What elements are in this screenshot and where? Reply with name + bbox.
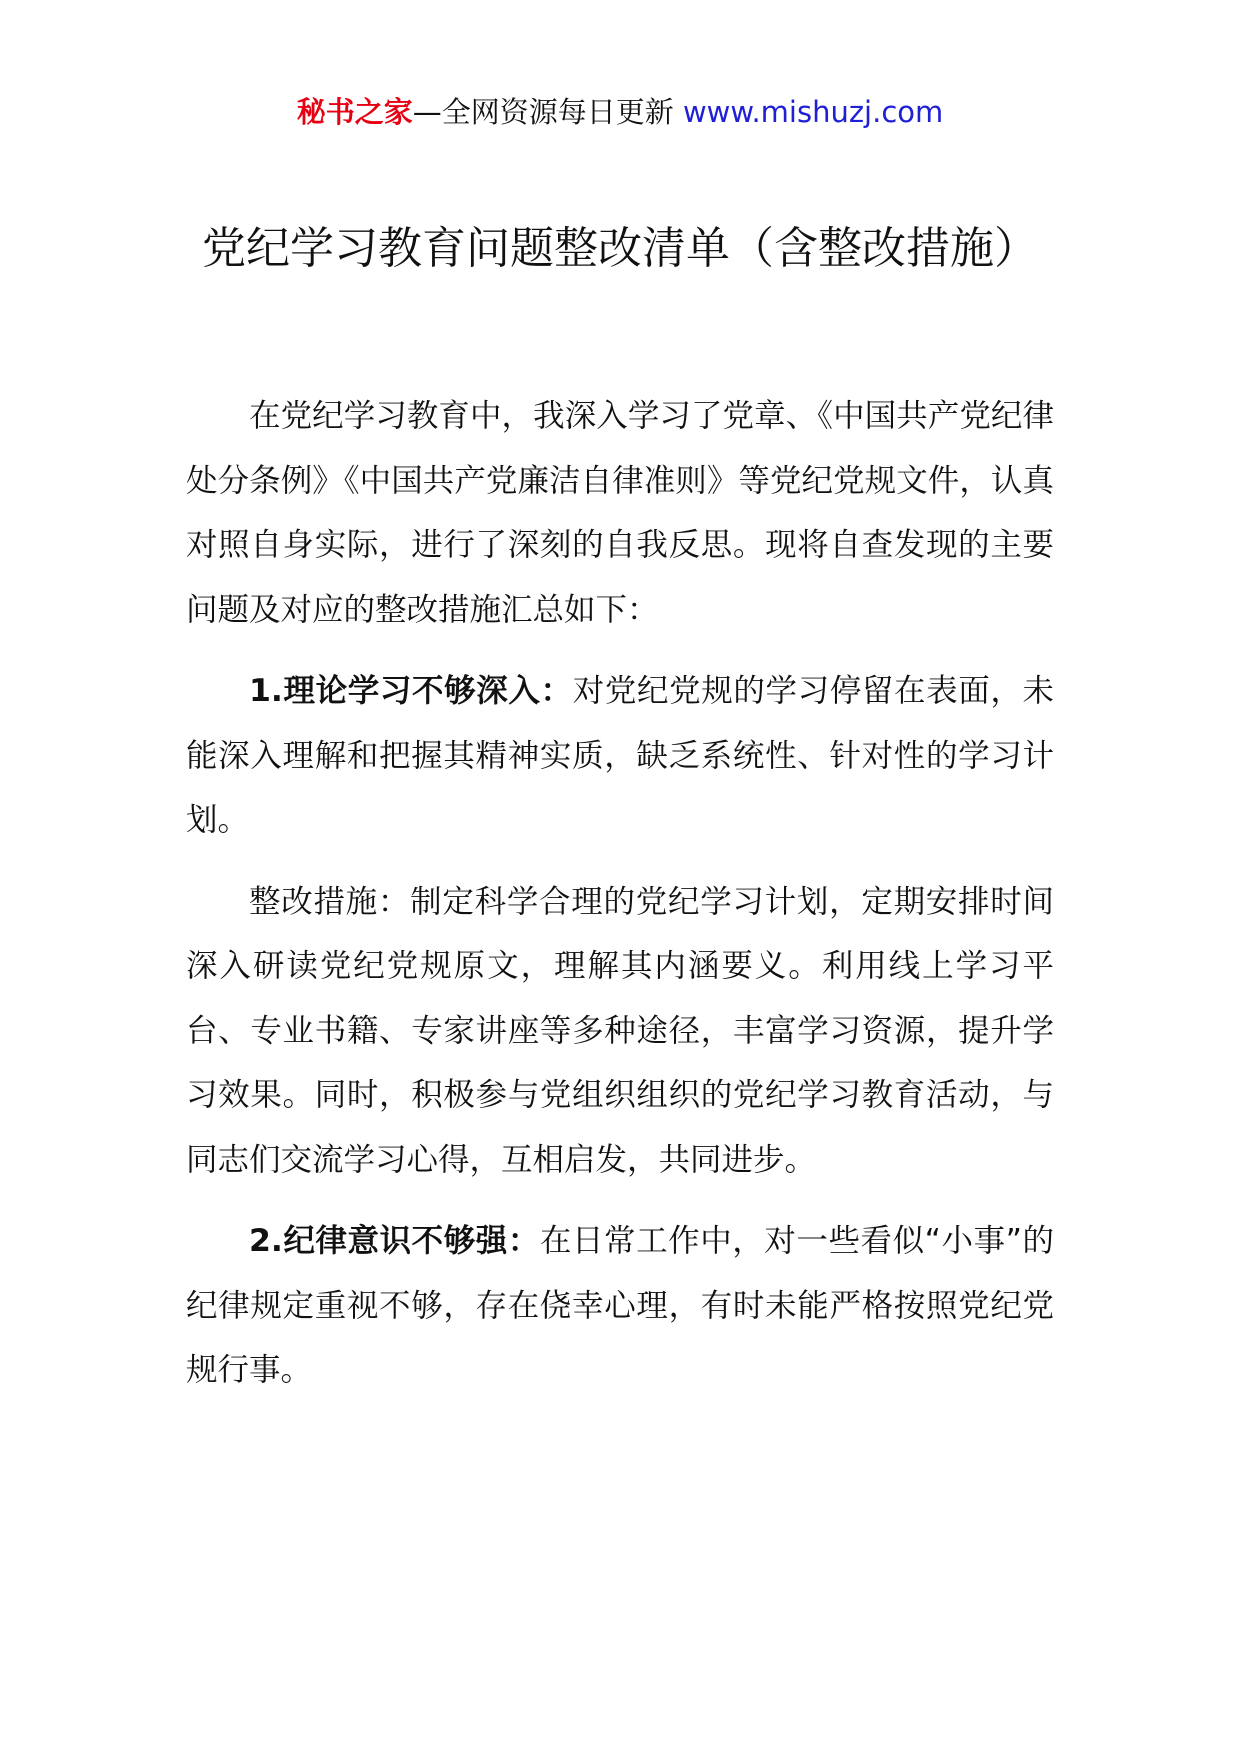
issue-1-measures: 整改措施：制定科学合理的党纪学习计划，定期安排时间深入研读党纪党规原文，理解其内涵要义。利用线上学习平台、专业书籍、专家讲座等多种途径，丰富学习资源，提升学习效果。同时，积极参与党组织组织的党纪学习教育活动，与同志们交流学习心得，互相启发，共同进步。: [186, 883, 1054, 1178]
site-brand: 秘书之家: [296, 95, 413, 129]
issue-1-heading: 1.理论学习不够深入：: [249, 673, 573, 709]
issue-1-problem: 对党纪党规的学习停留在表面，未能深入理解和把握其精神实质，缺乏系统性、针对性的学习计划。: [186, 673, 1054, 838]
site-tagline: —全网资源每日更新: [412, 95, 683, 129]
document-title: 党纪学习教育问题整改清单（含整改措施）: [202, 223, 1038, 274]
issue-1-paragraph: [186, 659, 1054, 853]
site-header: [0, 92, 1240, 132]
site-url-link[interactable]: www.mishuzj.com: [682, 95, 944, 129]
intro-paragraph: 在党纪学习教育中，我深入学习了党章、《中国共产党纪律处分条例》《中国共产党廉洁自律准则》等党纪党规文件，认真对照自身实际，进行了深刻的自我反思。现将自查发现的主要问题及对应的整改措施汇总如下：: [186, 398, 1054, 628]
issue-2-heading: 2.纪律意识不够强：: [249, 1223, 540, 1259]
issue-2-problem: 在日常工作中，对一些看似“小事”的纪律规定重视不够，存在侥幸心理，有时未能严格按照党纪党规行事。: [186, 1223, 1055, 1388]
document-body: [186, 384, 1054, 1403]
issue-2-paragraph: [186, 1209, 1054, 1403]
